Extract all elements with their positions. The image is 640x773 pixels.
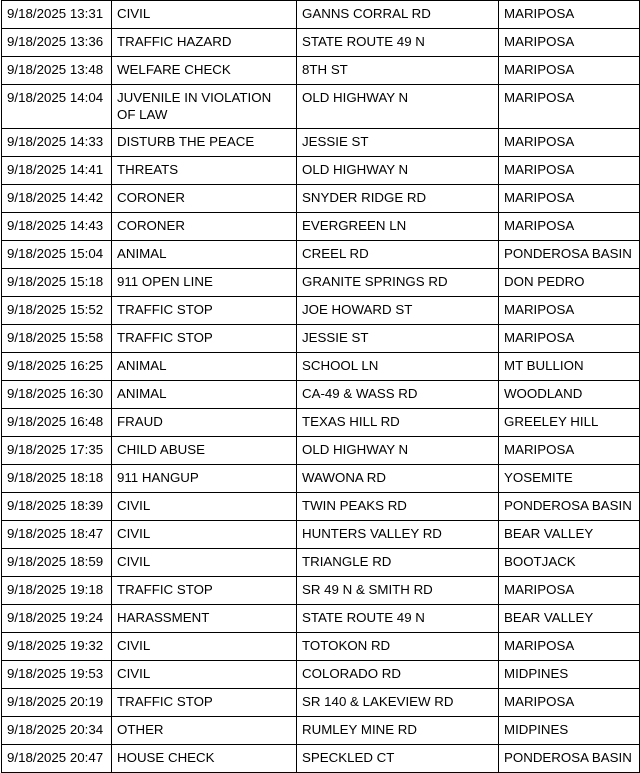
call-type-cell: TRAFFIC HAZARD <box>112 29 297 57</box>
datetime-cell: 9/18/2025 13:48 <box>2 57 112 85</box>
location-cell: GANNS CORRAL RD <box>297 1 499 29</box>
call-type-cell: CORONER <box>112 213 297 241</box>
table-row <box>2 745 640 773</box>
call-type-cell: DISTURB THE PEACE <box>112 129 297 157</box>
table-row <box>2 297 640 325</box>
call-type-cell: 911 HANGUP <box>112 465 297 493</box>
call-type-cell: FRAUD <box>112 409 297 437</box>
datetime-cell: 9/18/2025 13:31 <box>2 1 112 29</box>
location-cell: STATE ROUTE 49 N <box>297 29 499 57</box>
call-type-cell: THREATS <box>112 157 297 185</box>
datetime-cell: 9/18/2025 16:25 <box>2 353 112 381</box>
location-cell: JESSIE ST <box>297 129 499 157</box>
area-cell: BEAR VALLEY <box>499 521 640 549</box>
table-row <box>2 493 640 521</box>
area-cell: MT BULLION <box>499 353 640 381</box>
table-row <box>2 409 640 437</box>
location-cell: TOTOKON RD <box>297 633 499 661</box>
table-row <box>2 605 640 633</box>
datetime-cell: 9/18/2025 15:18 <box>2 269 112 297</box>
table-row <box>2 1 640 29</box>
datetime-cell: 9/18/2025 19:53 <box>2 661 112 689</box>
location-cell: SR 140 & LAKEVIEW RD <box>297 689 499 717</box>
location-cell: CA-49 & WASS RD <box>297 381 499 409</box>
table-row <box>2 185 640 213</box>
datetime-cell: 9/18/2025 17:35 <box>2 437 112 465</box>
area-cell: MARIPOSA <box>499 689 640 717</box>
call-type-cell: CIVIL <box>112 661 297 689</box>
datetime-cell: 9/18/2025 16:30 <box>2 381 112 409</box>
call-type-cell: ANIMAL <box>112 381 297 409</box>
call-type-cell: TRAFFIC STOP <box>112 325 297 353</box>
table-row <box>2 269 640 297</box>
call-type-cell: HARASSMENT <box>112 605 297 633</box>
table-row <box>2 717 640 745</box>
area-cell: MARIPOSA <box>499 633 640 661</box>
table-row <box>2 85 640 129</box>
location-cell: STATE ROUTE 49 N <box>297 605 499 633</box>
location-cell: GRANITE SPRINGS RD <box>297 269 499 297</box>
table-row <box>2 577 640 605</box>
call-type-cell: CHILD ABUSE <box>112 437 297 465</box>
area-cell: MARIPOSA <box>499 85 640 129</box>
datetime-cell: 9/18/2025 20:47 <box>2 745 112 773</box>
area-cell: MARIPOSA <box>499 157 640 185</box>
location-cell: 8TH ST <box>297 57 499 85</box>
area-cell: MARIPOSA <box>499 129 640 157</box>
call-type-cell: CIVIL <box>112 493 297 521</box>
location-cell: OLD HIGHWAY N <box>297 157 499 185</box>
datetime-cell: 9/18/2025 14:04 <box>2 85 112 129</box>
area-cell: WOODLAND <box>499 381 640 409</box>
datetime-cell: 9/18/2025 14:41 <box>2 157 112 185</box>
datetime-cell: 9/18/2025 15:52 <box>2 297 112 325</box>
call-type-cell: ANIMAL <box>112 353 297 381</box>
datetime-cell: 9/18/2025 15:04 <box>2 241 112 269</box>
location-cell: WAWONA RD <box>297 465 499 493</box>
area-cell: MARIPOSA <box>499 437 640 465</box>
incident-log-body <box>2 1 640 773</box>
datetime-cell: 9/18/2025 19:32 <box>2 633 112 661</box>
area-cell: BOOTJACK <box>499 549 640 577</box>
call-type-cell: OTHER <box>112 717 297 745</box>
call-type-cell: 911 OPEN LINE <box>112 269 297 297</box>
location-cell: SPECKLED CT <box>297 745 499 773</box>
call-type-cell: CIVIL <box>112 521 297 549</box>
area-cell: PONDEROSA BASIN <box>499 493 640 521</box>
datetime-cell: 9/18/2025 18:47 <box>2 521 112 549</box>
datetime-cell: 9/18/2025 20:19 <box>2 689 112 717</box>
table-row <box>2 549 640 577</box>
call-type-cell: JUVENILE IN VIOLATION OF LAW <box>112 85 297 129</box>
datetime-cell: 9/18/2025 18:59 <box>2 549 112 577</box>
table-row <box>2 241 640 269</box>
area-cell: PONDEROSA BASIN <box>499 745 640 773</box>
location-cell: EVERGREEN LN <box>297 213 499 241</box>
table-row <box>2 465 640 493</box>
datetime-cell: 9/18/2025 16:48 <box>2 409 112 437</box>
table-row <box>2 437 640 465</box>
table-row <box>2 157 640 185</box>
area-cell: PONDEROSA BASIN <box>499 241 640 269</box>
area-cell: MARIPOSA <box>499 213 640 241</box>
location-cell: JESSIE ST <box>297 325 499 353</box>
area-cell: MARIPOSA <box>499 1 640 29</box>
table-row <box>2 353 640 381</box>
location-cell: TWIN PEAKS RD <box>297 493 499 521</box>
call-type-cell: CIVIL <box>112 549 297 577</box>
call-type-cell: ANIMAL <box>112 241 297 269</box>
location-cell: JOE HOWARD ST <box>297 297 499 325</box>
datetime-cell: 9/18/2025 18:39 <box>2 493 112 521</box>
area-cell: MARIPOSA <box>499 29 640 57</box>
area-cell: MARIPOSA <box>499 57 640 85</box>
table-row <box>2 325 640 353</box>
area-cell: MIDPINES <box>499 661 640 689</box>
location-cell: CREEL RD <box>297 241 499 269</box>
area-cell: MARIPOSA <box>499 577 640 605</box>
call-type-cell: WELFARE CHECK <box>112 57 297 85</box>
location-cell: SNYDER RIDGE RD <box>297 185 499 213</box>
area-cell: MARIPOSA <box>499 185 640 213</box>
area-cell: YOSEMITE <box>499 465 640 493</box>
datetime-cell: 9/18/2025 19:18 <box>2 577 112 605</box>
location-cell: TRIANGLE RD <box>297 549 499 577</box>
location-cell: SCHOOL LN <box>297 353 499 381</box>
table-row <box>2 213 640 241</box>
datetime-cell: 9/18/2025 20:34 <box>2 717 112 745</box>
location-cell: SR 49 N & SMITH RD <box>297 577 499 605</box>
call-type-cell: TRAFFIC STOP <box>112 577 297 605</box>
table-row <box>2 689 640 717</box>
table-row <box>2 29 640 57</box>
call-type-cell: HOUSE CHECK <box>112 745 297 773</box>
table-row <box>2 381 640 409</box>
datetime-cell: 9/18/2025 14:43 <box>2 213 112 241</box>
datetime-cell: 9/18/2025 13:36 <box>2 29 112 57</box>
location-cell: OLD HIGHWAY N <box>297 85 499 129</box>
table-row <box>2 661 640 689</box>
location-cell: TEXAS HILL RD <box>297 409 499 437</box>
location-cell: COLORADO RD <box>297 661 499 689</box>
incident-log-table <box>1 0 640 773</box>
location-cell: HUNTERS VALLEY RD <box>297 521 499 549</box>
call-type-cell: CIVIL <box>112 1 297 29</box>
table-row <box>2 57 640 85</box>
table-row <box>2 129 640 157</box>
area-cell: GREELEY HILL <box>499 409 640 437</box>
table-row <box>2 633 640 661</box>
location-cell: RUMLEY MINE RD <box>297 717 499 745</box>
datetime-cell: 9/18/2025 14:42 <box>2 185 112 213</box>
area-cell: MARIPOSA <box>499 325 640 353</box>
datetime-cell: 9/18/2025 18:18 <box>2 465 112 493</box>
area-cell: MIDPINES <box>499 717 640 745</box>
datetime-cell: 9/18/2025 15:58 <box>2 325 112 353</box>
area-cell: MARIPOSA <box>499 297 640 325</box>
table-row <box>2 521 640 549</box>
call-type-cell: TRAFFIC STOP <box>112 297 297 325</box>
call-type-cell: CORONER <box>112 185 297 213</box>
datetime-cell: 9/18/2025 19:24 <box>2 605 112 633</box>
area-cell: BEAR VALLEY <box>499 605 640 633</box>
location-cell: OLD HIGHWAY N <box>297 437 499 465</box>
area-cell: DON PEDRO <box>499 269 640 297</box>
datetime-cell: 9/18/2025 14:33 <box>2 129 112 157</box>
call-type-cell: TRAFFIC STOP <box>112 689 297 717</box>
call-type-cell: CIVIL <box>112 633 297 661</box>
